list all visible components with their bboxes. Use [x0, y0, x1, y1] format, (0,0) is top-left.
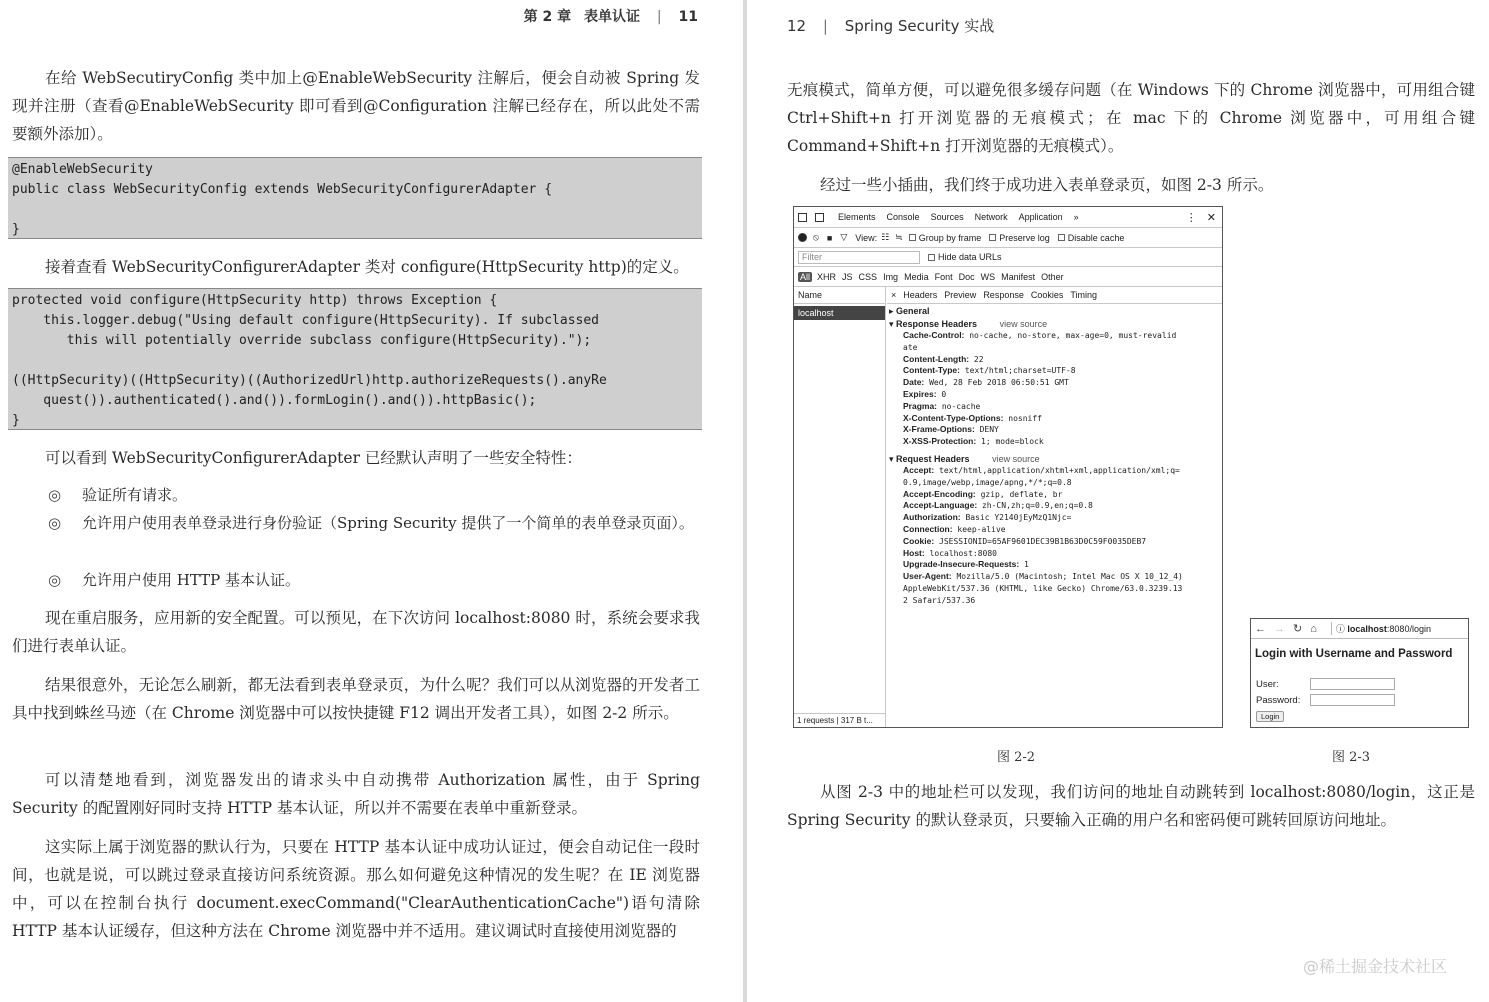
disable-cache-label: Disable cache [1067, 232, 1125, 243]
right-page [747, 0, 1489, 1002]
type-all[interactable]: All [800, 271, 811, 282]
login-button[interactable]: Login [1256, 711, 1284, 722]
header-line [887, 465, 1222, 477]
figure-caption: 图 2-3 [1332, 750, 1371, 765]
header-value: 2 Safari/537.36 [903, 595, 976, 605]
paragraph: 结果很意外，无论怎么刷新，都无法看到表单登录页，为什么呢？我们可以从浏览器的开发者工具中找到蛛丝马迹（在 Chrome 浏览器中可以按快捷键 F12 调出开发者工具），如图 2-2 所示。 [12, 676, 700, 722]
url-host: localhost [1347, 624, 1387, 634]
hide-data-urls-label: Hide data URLs [938, 252, 1002, 262]
header-value: AppleWebKit/537.36 (KHTML, like Gecko) Chrome/63.0.3239.13 [903, 583, 1183, 593]
header-value: no-cache, no-store, max-age=0, must-revalid [969, 331, 1177, 340]
header-line [887, 342, 1222, 354]
header-value: text/html,application/xhtml+xml,application/xml;q= [939, 465, 1180, 475]
tab-cookies[interactable]: Cookies [1030, 290, 1064, 300]
paragraph: 在给 WebSecutiryConfig 类中加上@EnableWebSecurity 注解后，便会自动被 Spring 发现并注册（查看@EnableWebSecurity 即可看到@Configuration 注解已经存在，所以此处不需要额外添加）。 [12, 69, 700, 143]
header-value: nosniff [1008, 413, 1042, 423]
type-js[interactable]: JS [842, 271, 853, 282]
header-line [887, 500, 1222, 512]
kebab-menu-icon[interactable]: ⋮ [1185, 211, 1197, 224]
password-input[interactable] [1310, 694, 1395, 706]
paragraph: 可以清楚地看到，浏览器发出的请求头中自动携带 Authorization 属性，由于 Spring Security 的配置刚好同时支持 HTTP 基本认证，所以并不需要在表单中重新登录。 [12, 771, 700, 817]
home-icon[interactable]: ⌂ [1310, 622, 1317, 635]
header-value: gzip, deflate, br [980, 489, 1063, 499]
header-key: Authorization: [903, 512, 961, 523]
tab-headers[interactable]: Headers [903, 290, 938, 300]
header-line [887, 512, 1222, 524]
list-view-icon[interactable]: ☷ [881, 232, 890, 242]
header-key: X-Content-Type-Options: [903, 412, 1004, 423]
page-number: 12 [787, 17, 807, 35]
header-key: X-Frame-Options: [903, 424, 975, 435]
paragraph: 可以看到 WebSecurityConfigurerAdapter 已经默认声明了一些安全特性： [45, 449, 582, 467]
header-line [887, 559, 1222, 571]
browser-address-bar [1251, 619, 1468, 639]
header-line [887, 489, 1222, 501]
tab-console[interactable]: Console [886, 212, 920, 222]
devtools-screenshot [793, 206, 1223, 728]
bullet-icon: ◎ [48, 514, 62, 532]
tab-elements[interactable]: Elements [838, 212, 876, 222]
header-value: zh-CN,zh;q=0.9,en;q=0.8 [981, 501, 1093, 511]
header-value: localhost:8080 [929, 548, 997, 558]
view-label: View: [855, 232, 878, 243]
running-header [787, 15, 994, 36]
chapter-title: 表单认证 [584, 9, 641, 25]
type-ws[interactable]: WS [980, 271, 996, 282]
bullet-text: 允许用户使用 HTTP 基本认证。 [82, 571, 300, 589]
header-key: Upgrade-Insecure-Requests: [903, 559, 1020, 570]
tab-network[interactable]: Network [974, 212, 1008, 222]
devtools-tab-bar [794, 207, 1222, 228]
response-headers-title: ▾ Response Headers [889, 319, 978, 329]
running-header [524, 6, 698, 26]
header-value: Mozilla/5.0 (Macintosh; Intel Mac OS X 10_12_4) [956, 572, 1183, 582]
header-value: DENY [979, 425, 999, 435]
type-img[interactable]: Img [883, 271, 899, 282]
header-line [887, 595, 1222, 607]
header-line [887, 413, 1222, 425]
header-line [887, 536, 1222, 548]
code-block: @EnableWebSecurity public class WebSecurityConfig extends WebSecurityConfigurerAdapter { } [8, 157, 702, 239]
header-key: Connection: [903, 523, 953, 534]
view-source-link[interactable]: view source [992, 453, 1040, 464]
header-key: Expires: [903, 388, 937, 399]
request-headers-section[interactable] [887, 454, 1222, 465]
camera-icon[interactable]: ■ [826, 232, 833, 243]
tab-sources[interactable]: Sources [930, 212, 964, 222]
response-headers-section[interactable] [887, 319, 1222, 330]
header-line [887, 524, 1222, 536]
chapter-number: 第 2 章 [523, 9, 572, 25]
type-css[interactable]: CSS [858, 271, 878, 282]
waterfall-icon[interactable]: ≒ [895, 232, 903, 242]
tab-response[interactable]: Response [983, 290, 1024, 300]
record-icon[interactable] [798, 233, 807, 242]
type-manifest[interactable]: Manifest [1001, 271, 1036, 282]
header-line [887, 436, 1222, 448]
url-path: :8080/login [1386, 624, 1431, 634]
back-icon[interactable]: ← [1255, 622, 1266, 635]
header-key: Cache-Control: [903, 330, 965, 340]
header-value: 22 [973, 354, 984, 364]
filter-icon[interactable]: ▽ [840, 232, 848, 242]
resource-type-filters [794, 267, 1222, 287]
more-tabs-icon[interactable]: » [1073, 212, 1079, 222]
header-value: text/html;charset=UTF-8 [964, 366, 1076, 376]
request-headers-title: ▾ Request Headers [889, 453, 970, 464]
header-line [887, 477, 1222, 489]
header-key: Content-Type: [903, 365, 960, 376]
tab-preview[interactable]: Preview [944, 290, 977, 300]
watermark: @稀土掘金技术社区 [1303, 957, 1448, 976]
header-separator: | [656, 9, 662, 25]
header-key: Accept-Language: [903, 500, 978, 511]
user-label: User: [1256, 679, 1279, 690]
preserve-log-label: Preserve log [999, 232, 1050, 243]
forward-icon[interactable]: → [1274, 622, 1285, 635]
url-field[interactable] [1331, 622, 1431, 635]
password-label: Password: [1256, 695, 1301, 706]
header-line [887, 365, 1222, 377]
inspect-icon[interactable] [798, 213, 807, 222]
header-key: Host: [903, 547, 925, 558]
header-key: Accept: [903, 464, 935, 475]
device-toolbar-icon[interactable] [815, 213, 824, 222]
header-value: Wed, 28 Feb 2018 06:50:51 GMT [929, 378, 1069, 388]
header-key: Date: [903, 377, 925, 388]
bullet-icon: ◎ [48, 486, 62, 504]
header-line [887, 548, 1222, 560]
request-list [794, 287, 886, 727]
header-key: Pragma: [903, 400, 938, 411]
header-line [887, 583, 1222, 595]
response-headers-list [887, 330, 1222, 448]
paragraph: 从图 2-3 中的地址栏可以发现，我们访问的地址自动跳转到 localhost:8080/login，这正是 Spring Security 的默认登录页，只要输入正确的用户名和密码便可跳转回原访问地址。 [787, 783, 1475, 829]
type-media[interactable]: Media [904, 271, 929, 282]
bullet-icon: ◎ [48, 571, 62, 589]
request-summary: 1 requests | 317 B t... [794, 713, 886, 727]
left-page [0, 0, 744, 1002]
paragraph: 经过一些小插曲，我们终于成功进入表单登录页，如图 2-3 所示。 [820, 176, 1274, 194]
header-value: no-cache [941, 401, 981, 411]
header-key: Content-Length: [903, 353, 970, 364]
header-key: Cookie: [903, 535, 935, 546]
paragraph: 现在重启服务，应用新的安全配置。可以预见，在下次访问 localhost:8080 时，系统会要求我们进行表单认证。 [12, 609, 700, 655]
header-value: 1; mode=block [981, 437, 1044, 447]
disable-cache-checkbox[interactable] [1058, 234, 1065, 241]
header-line [887, 377, 1222, 389]
header-value: JSESSIONID=65AF9601DEC39B1B63D0C59F0035DEB7 [939, 536, 1147, 546]
header-separator: | [822, 17, 828, 35]
filter-input[interactable]: Filter [798, 251, 920, 264]
header-line [887, 389, 1222, 401]
login-title: Login with Username and Password [1255, 648, 1453, 660]
header-key: User-Agent: [903, 571, 952, 582]
header-value: ate [903, 342, 918, 352]
book-title: Spring Security 实战 [844, 17, 995, 35]
header-key: X-XSS-Protection: [903, 436, 977, 447]
bullet-text: 允许用户使用表单登录进行身份验证（Spring Security 提供了一个简单的表单登录页面）。 [82, 514, 694, 532]
request-headers-list [887, 465, 1222, 607]
paragraph: 接着查看 WebSecurityConfigurerAdapter 类对 configure(HttpSecurity http)的定义。 [45, 258, 689, 276]
general-section[interactable]: ▸ General [889, 306, 930, 316]
preserve-log-checkbox[interactable] [989, 234, 996, 241]
group-by-frame-label: Group by frame [918, 232, 982, 243]
bullet-text: 验证所有请求。 [82, 486, 188, 504]
page-number: 11 [678, 9, 698, 25]
group-by-frame-checkbox[interactable] [909, 234, 916, 241]
detail-tabs [887, 287, 1222, 304]
header-value: 1 [1024, 560, 1029, 570]
type-font[interactable]: Font [934, 271, 953, 282]
header-line [887, 571, 1222, 583]
header-value: keep-alive [957, 524, 1006, 534]
header-value: Basic Y2140jEyMzQ1Njc= [965, 513, 1072, 523]
header-key: Accept-Encoding: [903, 488, 976, 499]
tab-application[interactable]: Application [1018, 212, 1063, 222]
filter-row [794, 248, 1222, 267]
type-other[interactable]: Other [1041, 271, 1064, 282]
header-value: 0 [941, 389, 947, 399]
name-column-header[interactable]: Name [794, 287, 885, 304]
hide-data-urls-checkbox[interactable] [928, 254, 935, 261]
close-detail-icon[interactable]: × [891, 290, 897, 300]
tab-timing[interactable]: Timing [1070, 290, 1098, 300]
login-page-screenshot [1250, 618, 1469, 728]
network-toolbar [794, 228, 1222, 248]
header-line [887, 424, 1222, 436]
close-icon[interactable]: ✕ [1206, 211, 1216, 224]
header-line [887, 401, 1222, 413]
view-source-link[interactable]: view source [999, 319, 1048, 329]
header-value: 0.9,image/webp,image/apng,*/*;q=0.8 [903, 477, 1072, 487]
paragraph: 无痕模式，简单方便，可以避免很多缓存问题（在 Windows 下的 Chrome 浏览器中，可用组合键 Ctrl+Shift+n 打开浏览器的无痕模式；在 mac 下的 Chrome 浏览器中，可用组合键 Command+Shift+n 打开浏览器的无痕模式）。 [787, 81, 1475, 155]
clear-icon[interactable]: ⦸ [813, 232, 819, 242]
figure-caption: 图 2-2 [997, 750, 1036, 765]
header-line [887, 330, 1222, 342]
paragraph: 这实际上属于浏览器的默认行为，只要在 HTTP 基本认证中成功认证过，便会自动记住一段时间，也就是说，可以跳过登录直接访问系统资源。那么如何避免这种情况的发生呢？在 IE 浏览器中，可以在控制台执行 document.execCommand("ClearAuthenticationCache")语句清除 HTTP 基本认证缓存，但这种方法在 Chrome 浏览器中并不适用。建议调试时直接使用浏览器的 [12, 838, 700, 940]
reload-icon[interactable]: ↻ [1293, 623, 1303, 635]
info-icon: ⓘ [1335, 624, 1345, 634]
request-details [887, 287, 1222, 727]
username-input[interactable] [1310, 678, 1395, 690]
header-line [887, 354, 1222, 366]
type-xhr[interactable]: XHR [817, 271, 837, 282]
code-block: protected void configure(HttpSecurity http) throws Exception { this.logger.debug("Using default configure(HttpSecurity). If subclassed this will potentially override subclass configure(HttpSecurity)."); ((HttpSecurity)((HttpSecurity)((AuthorizedUrl)http.authorizeRequests().anyRe quest()).authenticated().and()).formLogin().and()).httpBasic(); } [8, 288, 702, 430]
type-doc[interactable]: Doc [958, 271, 975, 282]
request-row[interactable]: localhost [794, 306, 885, 320]
